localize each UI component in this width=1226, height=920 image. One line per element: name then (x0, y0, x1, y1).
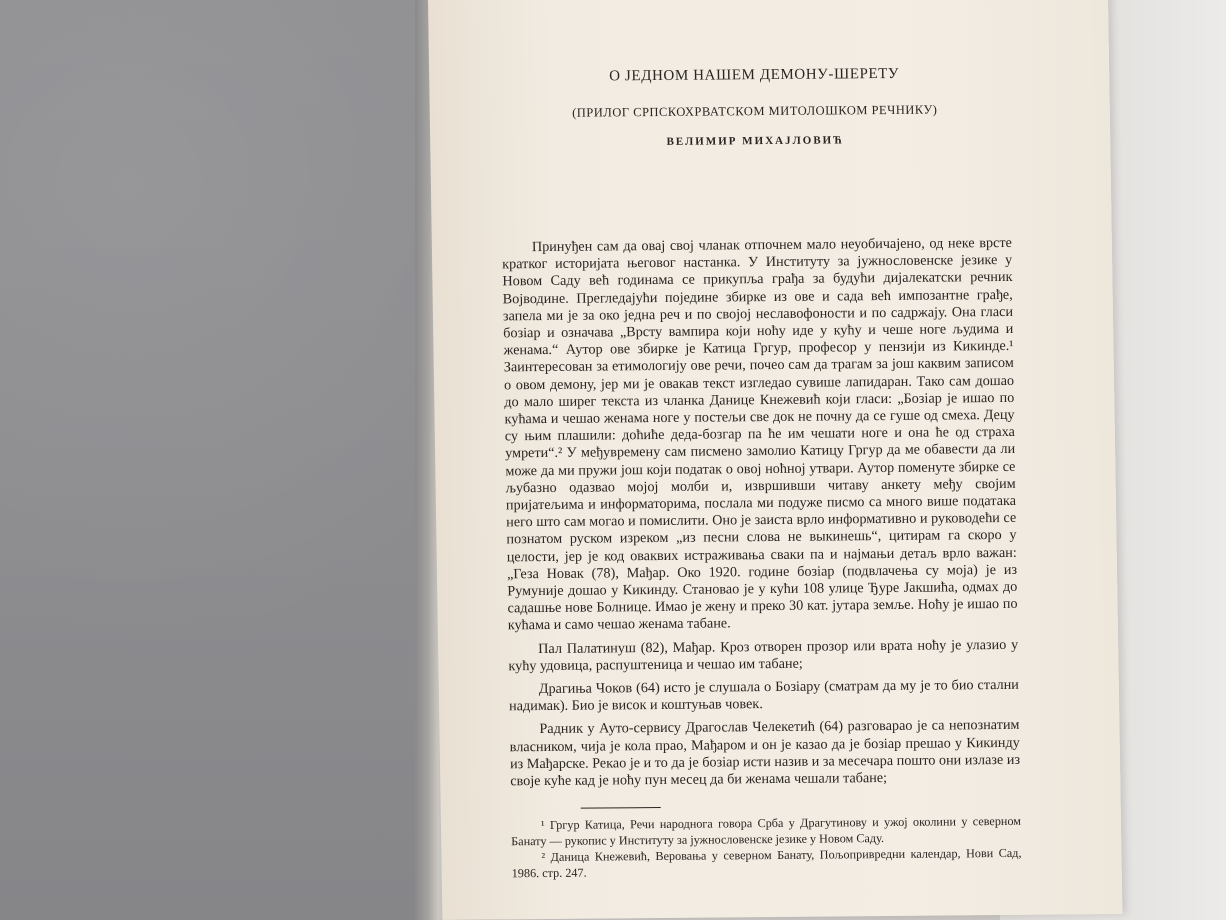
paragraph: Принуђен сам да овај свој чланак отпочнем мало неуобичајено, од неке врсте кратког историјата његовог настанка. У Институту за јужнословенске језике у Новом Саду већ годинама се прикупља грађа за будући дијалекатски речник Војводине. Прегледајући поједине збирке из ове и сада већ импозантне грађе, запела ми је за око једна реч и по својој неславофоности и по садржају. Она гласи бозіар и означава „Врсту вампира који ноћу иде у кућу и чеше ноге људима и женама.“ Аутор ове збирке је Катица Гргур, професор у пензији из Кикинде.¹ Заинтересован за етимологију ове речи, почео сам да трагам за још каквим записом о овом демону, јер ми је овакав текст изгледао сувише лапидаран. Тако сам дошао до мало ширег текста из чланка Данице Кнежевић који гласи: „Бозіар је ишао по кућама и чешао женама ноге у постељи све док не почну да се гуше од смеха. Децу су њим плашили: доћиће деда-бозгар па ће им чешати ноге и она ће од страха умрети“.² У међувремену сам писмено замолио Катицу Гргур да ме обавести да ли може да ми пружи још који податак о овој ноћној утвари. Аутор поменуте збирке се љубазно одазвао мојој молби и, извршивши читаву анкету међу својим пријатељима и информаторима, послала ми подуже писмо са много више података него што сам могао и помислити. Оно је заиста врло информативно и руководећи се познатом руском изреком „из песни слова не выкинешь“, цитирам га скоро у целости, јер је код оваквих истраживања сваки па и најмањи детаљ врло важан: „Геза Новак (78), Мађар. Око 1920. године бозіар (подвлачења су моја) је из Румуније дошао у Кикинду. Становао је у кући 108 улице Ђуре Јакшића, одмах до садашње нове Болнице. Имао је жену и преко 30 кат. јутара земље. Ноћу је ишао по кућама и само чешао женама табане. (502, 234, 1018, 634)
paragraph: Драгиња Чоков (64) исто је слушала о Бозіару (сматрам да му је то био стални надимак). Био је висок и коштуњав човек. (508, 676, 1019, 715)
footnote: ² Даница Кнежевић, Веровања у северном Банату, Пољопривредни календар, Нови Сад, 1986. стр. 247. (511, 846, 1022, 881)
article-subtitle: (ПРИЛОГ СРПСКОХРВАТСКОМ МИТОЛОШКОМ РЕЧНИКУ) (572, 102, 938, 120)
paragraph: Пал Палатинуш (82), Мађар. Кроз отворен прозор или врата ноћу је улазио у кућу удовица, распуштеница и чешао им табане; (508, 636, 1019, 675)
footnote: ¹ Гргур Катица, Речи народнога говора Срба у Драгутинову и ужој околини у северном Банату — рукопис у Институту за јужнословенске језике у Новом Саду. (511, 814, 1022, 849)
article-body (502, 235, 1021, 791)
article-author: ВЕЛИМИР МИХАЈЛОВИЋ (666, 134, 845, 148)
footnote-rule (581, 807, 661, 809)
page-sheet (428, 0, 1122, 920)
paragraph: Радник у Ауто-сервису Драгослав Челекетић (64) разговарао је са непознатим власником, чија је кола прао, Мађаром и он је казао да је бозіар прешао у Кикинду из Мађарске. Рекао је и то да је бозіар исти назив и за месечара пошто они излазе из своје куће кад је ноћу пун месец да би женама чешали табане; (509, 717, 1021, 790)
article (499, 65, 1022, 882)
book-cover (0, 0, 430, 920)
footnotes (511, 813, 1022, 881)
article-title: О ЈЕДНОМ НАШЕМ ДЕМОНУ-ШЕРЕТУ (609, 65, 900, 85)
